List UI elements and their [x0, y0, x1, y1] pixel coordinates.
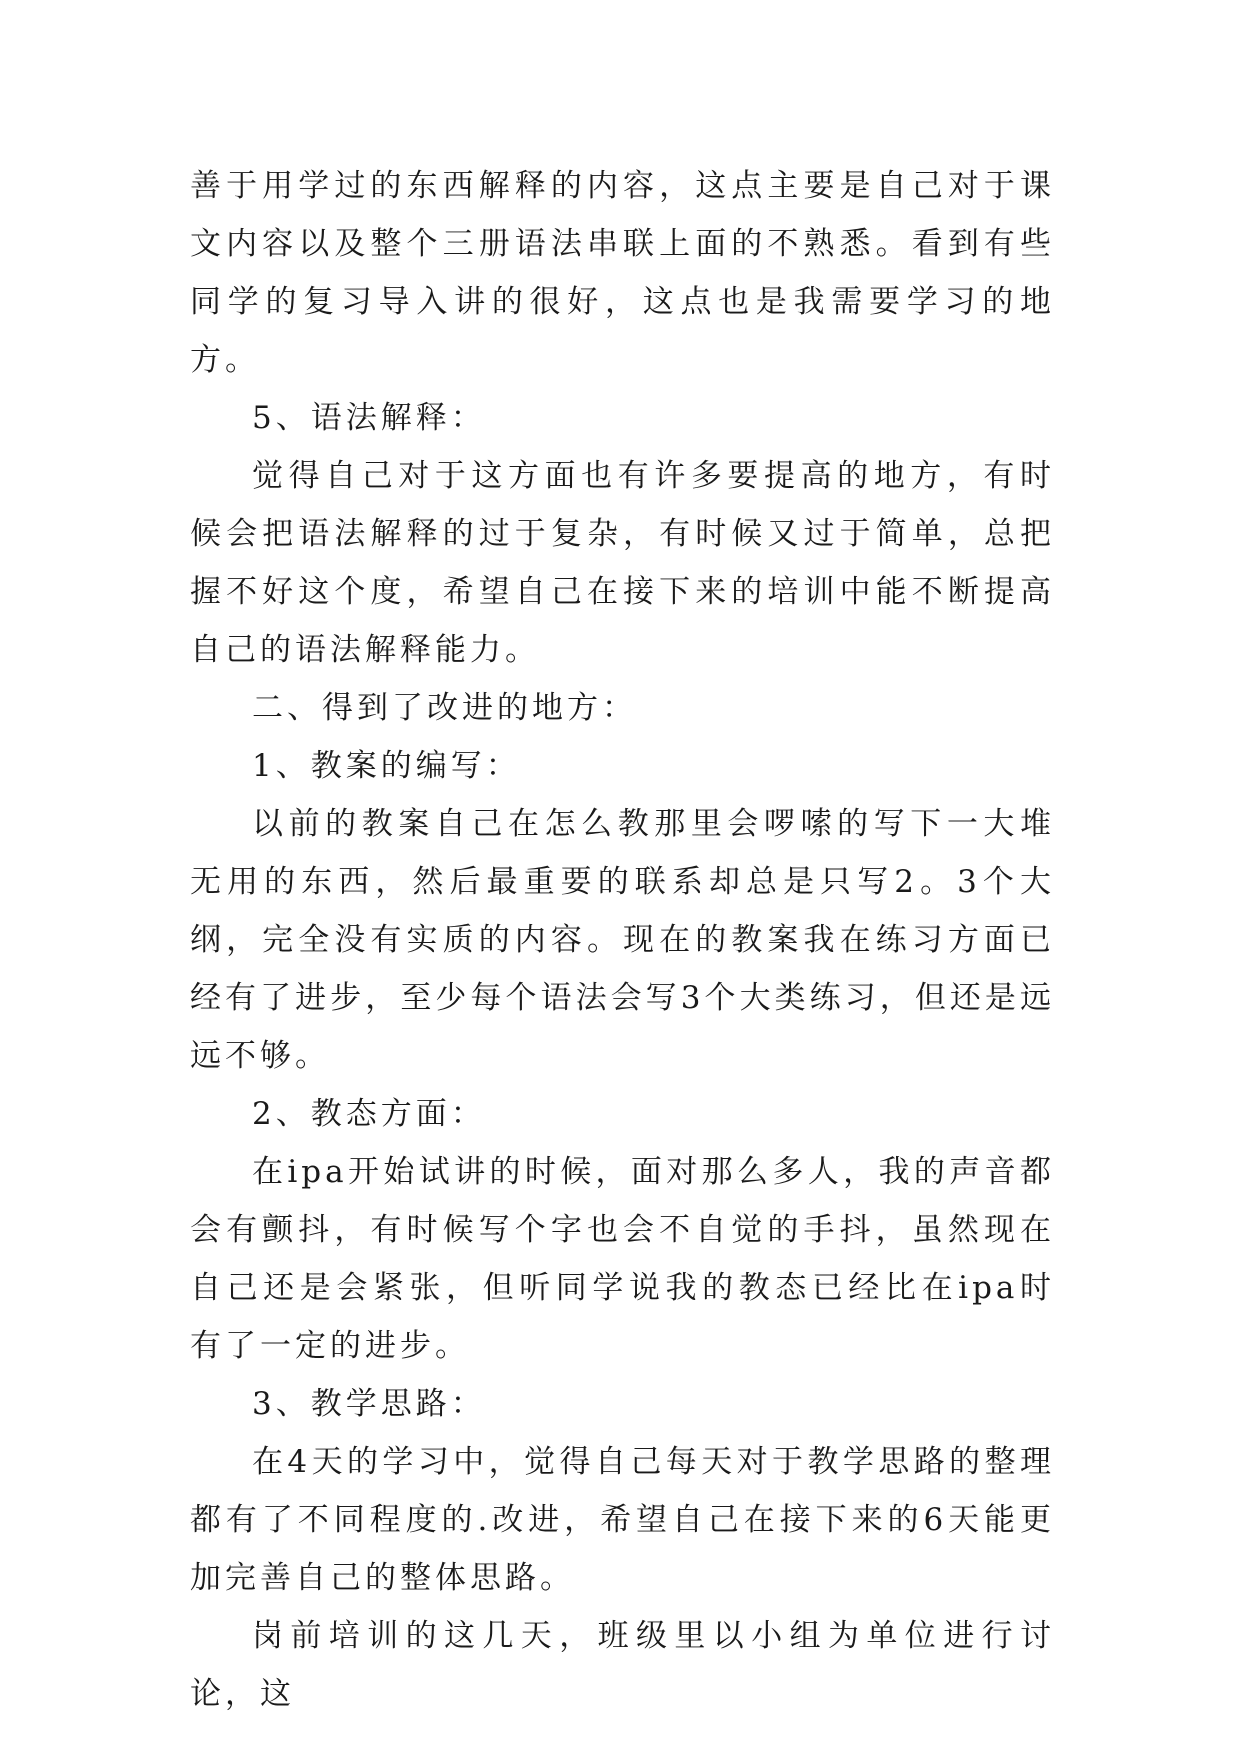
heading-teaching-approach: 3、教学思路： — [252, 1386, 486, 1422]
paragraph-grammar-explanation: 觉得自己对于这方面也有许多要提高的地方，有时候会把语法解释的过于复杂，有时候又过于简单，总把握不好这个度，希望自己在接下来的培训中能不断提高自己的语法解释能力。 — [190, 458, 1055, 668]
heading-teaching-manner: 2、教态方面： — [252, 1096, 486, 1132]
heading-grammar-explanation: 5、语法解释： — [252, 400, 486, 436]
heading-lesson-plan: 1、教案的编写： — [252, 748, 521, 784]
document-body — [190, 157, 1055, 1723]
paragraph-teaching-approach: 在4天的学习中，觉得自己每天对于教学思路的整理都有了不同程度的.改进，希望自己在接下来的6天能更加完善自己的整体思路。 — [190, 1444, 1055, 1596]
paragraph-teaching-manner: 在ipa开始试讲的时候，面对那么多人，我的声音都会有颤抖，有时候写个字也会不自觉的手抖，虽然现在自己还是会紧张，但听同学说我的教态已经比在ipa时有了一定的进步。 — [190, 1154, 1055, 1364]
paragraph-continuation: 善于用学过的东西解释的内容，这点主要是自己对于课文内容以及整个三册语法串联上面的不熟悉。看到有些同学的复习导入讲的很好，这点也是我需要学习的地方。 — [190, 168, 1055, 378]
heading-improvements: 二、得到了改进的地方： — [252, 690, 637, 726]
paragraph-training-days: 岗前培训的这几天，班级里以小组为单位进行讨论，这 — [190, 1618, 1055, 1712]
paragraph-lesson-plan: 以前的教案自己在怎么教那里会啰嗦的写下一大堆无用的东西，然后最重要的联系却总是只写2。3个大纲，完全没有实质的内容。现在的教案我在练习方面已经有了进步，至少每个语法会写3个大类练习，但还是远远不够。 — [190, 806, 1055, 1074]
